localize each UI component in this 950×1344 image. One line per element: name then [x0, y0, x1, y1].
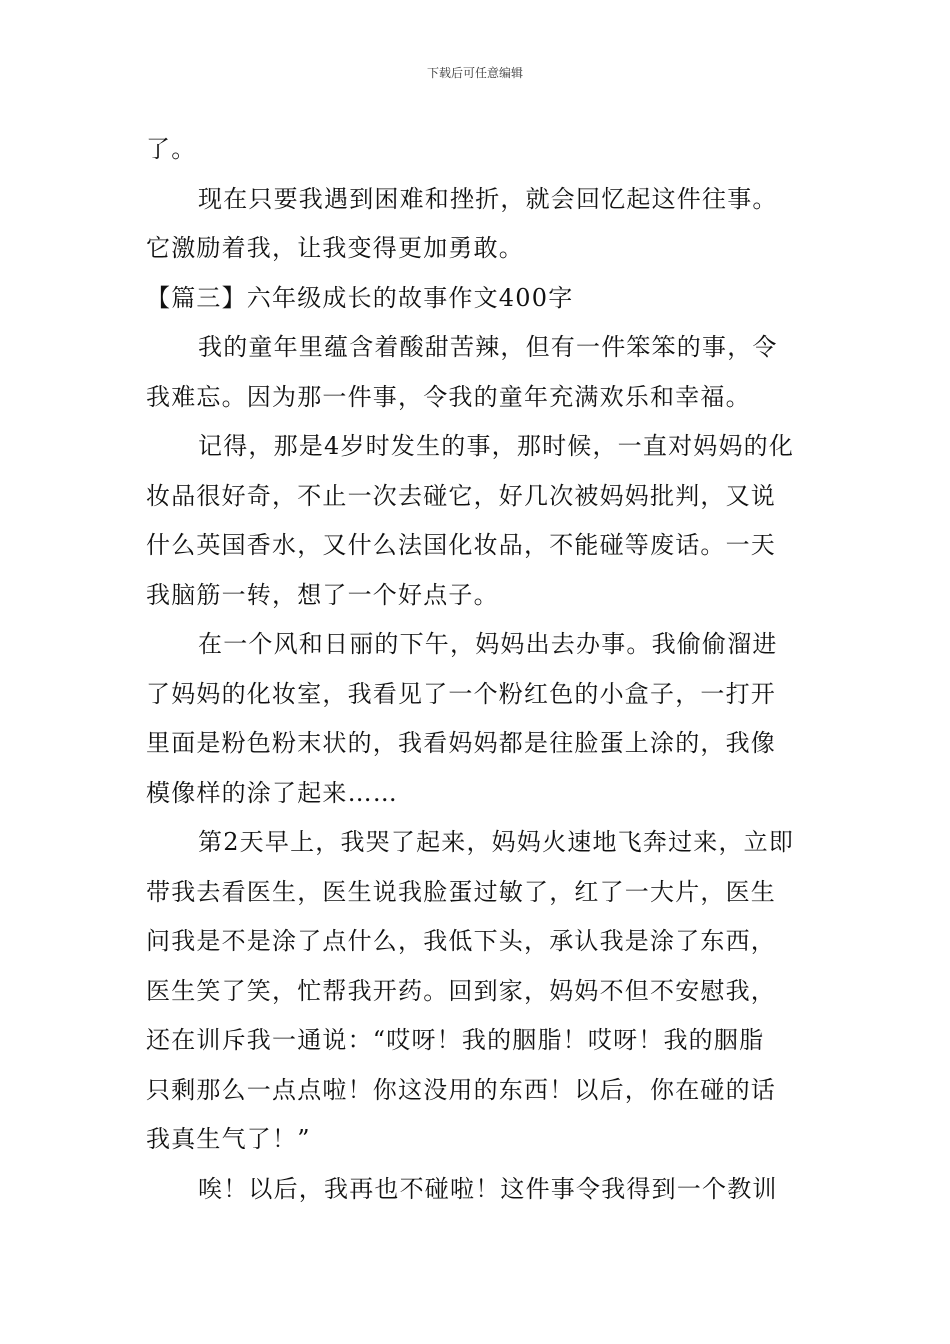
text-line: 记得，那是4岁时发生的事，那时候，一直对妈妈的化 [198, 432, 795, 460]
text-line: 带我去看医生，医生说我脸蛋过敏了，红了一大片，医生 [146, 877, 776, 906]
text-line: 模像样的涂了起来…… [146, 778, 398, 807]
text-line: 它激励着我，让我变得更加勇敢。 [146, 234, 524, 262]
text-line: 里面是粉色粉末状的，我看妈妈都是往脸蛋上涂的，我像 [146, 729, 776, 757]
text-line: 在一个风和日丽的下午，妈妈出去办事。我偷偷溜进 [198, 630, 778, 658]
page-header: 下载后可任意编辑 [426, 66, 523, 80]
text-line: 只剩那么一点点啦！你这没用的东西！以后，你在碰的话 [146, 1075, 776, 1104]
text-line: 医生笑了笑，忙帮我开药。回到家，妈妈不但不安慰我， [146, 976, 776, 1005]
text-line: 什么英国香水，又什么法国化妆品，不能碰等废话。一天 [146, 531, 776, 559]
text-line: 问我是不是涂了点什么，我低下头，承认我是涂了东西， [146, 927, 776, 955]
text-line: 我的童年里蕴含着酸甜苦辣，但有一件笨笨的事，令 [198, 333, 778, 361]
text-line: 我真生气了！” [146, 1125, 311, 1153]
text-line: 了。 [146, 135, 197, 163]
text-line: 【篇三】六年级成长的故事作文400字 [146, 283, 574, 312]
text-line: 唉！以后，我再也不碰啦！这件事令我得到一个教训 [198, 1174, 778, 1203]
text-line: 了妈妈的化妆室，我看见了一个粉红色的小盒子，一打开 [146, 679, 776, 708]
text-line: 现在只要我遇到困难和挫折，就会回忆起这件往事。 [198, 184, 778, 213]
text-line: 我难忘。因为那一件事，令我的童年充满欢乐和幸福。 [146, 382, 751, 411]
document-body [146, 125, 811, 1214]
text-line: 第2天早上，我哭了起来，妈妈火速地飞奔过来，立即 [198, 828, 795, 856]
text-line: 还在训斥我一通说：“哎呀！我的胭脂！哎呀！我的胭脂 [146, 1026, 765, 1054]
text-line: 我脑筋一转，想了一个好点子。 [146, 580, 499, 609]
text-line: 妆品很好奇，不止一次去碰它，好几次被妈妈批判，又说 [146, 481, 776, 510]
